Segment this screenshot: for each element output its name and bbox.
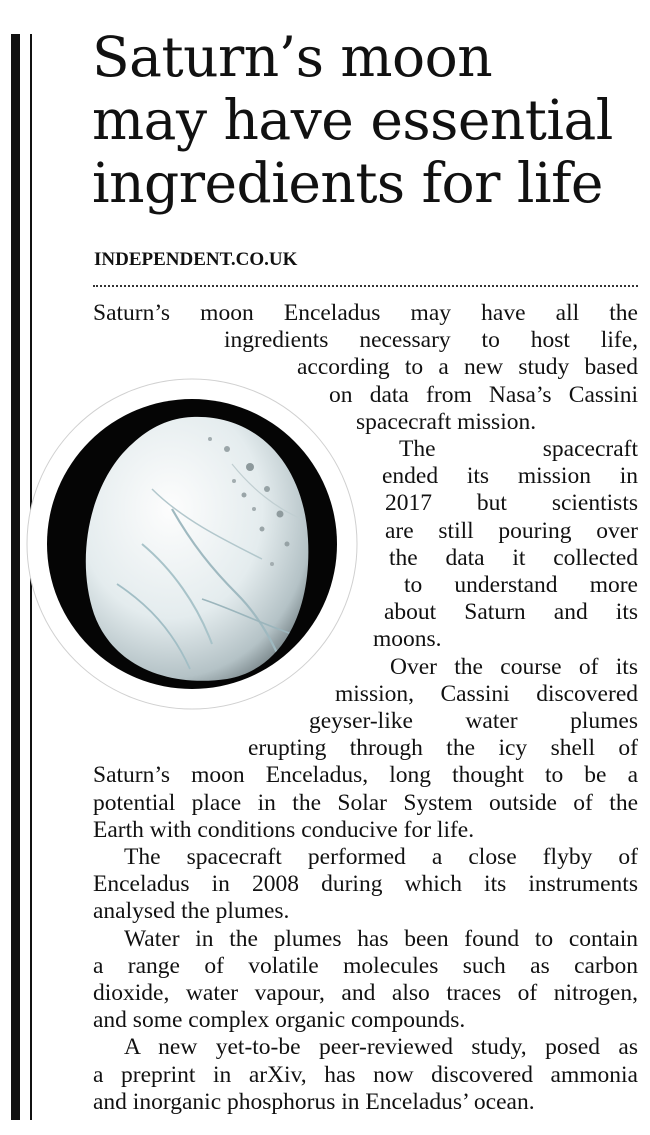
- headline: [92, 26, 642, 215]
- headline-line: may have essential: [92, 88, 613, 152]
- article-line: Water in the plumes has been found to contain: [124, 925, 638, 952]
- article-line: The spacecraft performed a close flyby of: [124, 844, 638, 871]
- article-body: [93, 300, 638, 1116]
- article-line: 2017 but scientists: [385, 490, 638, 517]
- article-line: a preprint in arXiv, has now discovered ammonia: [93, 1061, 638, 1088]
- article-line: A new yet-to-be peer-reviewed study, posed as: [124, 1034, 638, 1061]
- article-line: dioxide, water vapour, and also traces of nitrogen,: [93, 980, 638, 1007]
- column-rule-thick: [11, 34, 20, 1120]
- article-line: and some complex organic compounds.: [93, 1007, 466, 1034]
- article-line: Earth with conditions conducive for life.: [93, 816, 475, 843]
- article-line: and inorganic phosphorus in Enceladus’ ocean.: [93, 1088, 535, 1115]
- article-line: geyser-like water plumes: [309, 708, 638, 735]
- article-line: The spacecraft: [399, 436, 638, 463]
- headline-line: Saturn’s moon: [92, 25, 493, 89]
- article-line: Over the course of its: [390, 653, 638, 680]
- article-line: about Saturn and its: [384, 599, 638, 626]
- article-line: according to a new study based: [297, 354, 638, 381]
- article-line: a range of volatile molecules such as carbon: [93, 952, 638, 979]
- article-line: Saturn’s moon Enceladus, long thought to be a: [93, 762, 638, 789]
- article-line: ended its mission in: [382, 463, 638, 490]
- dotted-divider: [93, 285, 638, 287]
- article-line: to understand more: [404, 572, 638, 599]
- article-line: are still pouring over: [385, 517, 638, 544]
- article-line: mission, Cassini discovered: [335, 680, 638, 707]
- article-line: ingredients necessary to host life,: [224, 327, 638, 354]
- article-line: Saturn’s moon Enceladus may have all the: [93, 300, 638, 326]
- article-line: Enceladus in 2008 during which its instruments: [93, 871, 638, 898]
- article-line: analysed the plumes.: [93, 898, 290, 925]
- article-line: erupting through the icy shell of: [248, 735, 638, 762]
- source-label: INDEPENDENT.CO.UK: [94, 249, 298, 270]
- article-line: potential place in the Solar System outside of the: [93, 789, 638, 816]
- headline-line: ingredients for life: [92, 151, 603, 215]
- article-line: on data from Nasa’s Cassini: [329, 381, 638, 408]
- article-line: spacecraft mission.: [356, 408, 537, 435]
- article-line: the data it collected: [389, 544, 638, 571]
- article-line: moons.: [373, 626, 442, 653]
